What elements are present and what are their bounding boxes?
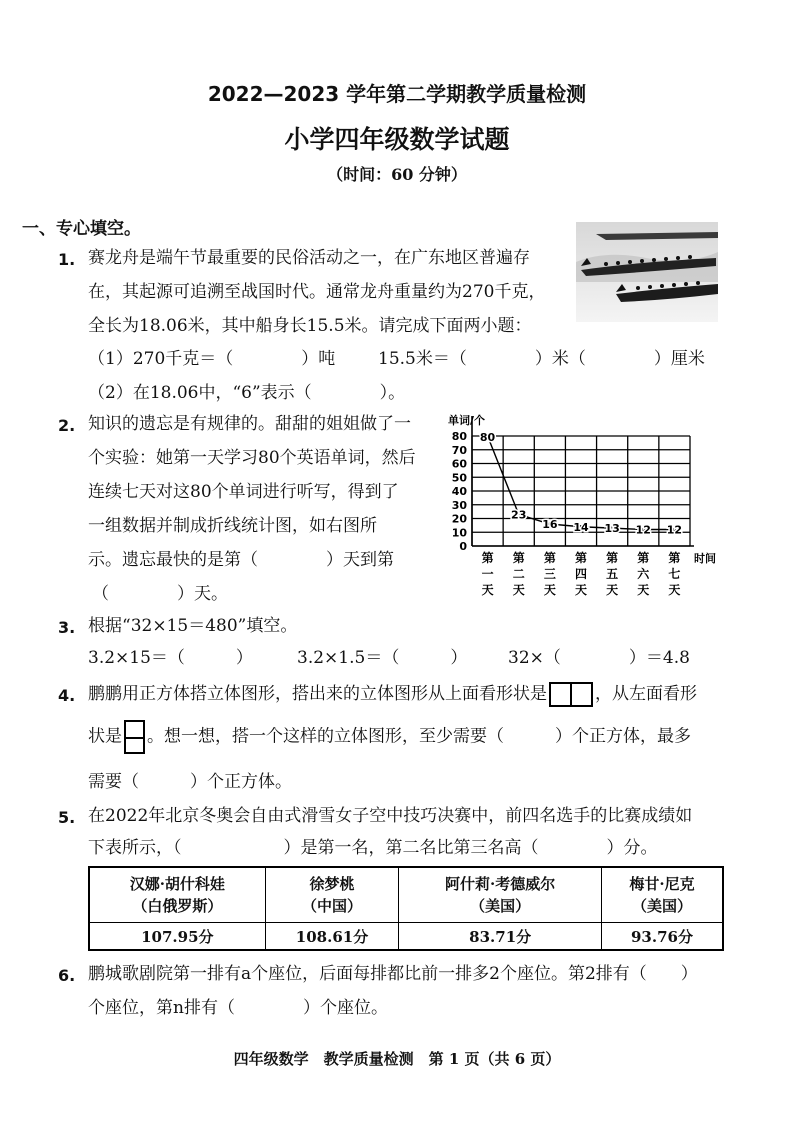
data-label: 12: [666, 523, 683, 537]
data-label: 14: [573, 520, 589, 534]
y-tick-label: 80: [451, 430, 467, 443]
x-tick-label: 第: [481, 551, 494, 565]
athlete-cell: [601, 867, 723, 923]
x-tick-label: 一: [481, 567, 494, 581]
q3-blank-a: 3.2×15＝（ ）: [88, 648, 253, 668]
q6-text-line1: 鹏城歌剧院第一排有a个座位，后面每排都比前一排多2个座位。第2排有（ ）: [88, 964, 698, 984]
data-label: 12: [635, 523, 651, 537]
athlete-cell: [265, 867, 399, 923]
page-footer: 四年级数学 教学质量检测 第 1 页（共 6 页）: [233, 1050, 561, 1068]
question-number: 2.: [58, 416, 76, 435]
section-heading: 一、专心填空。: [22, 219, 141, 239]
x-tick-label: 三: [543, 567, 556, 581]
q4-text-line2-b: 。想一想，搭一个这样的立体图形，至少需要（ ）个正方体，最多: [147, 726, 691, 747]
q2-text-line6: （ ）天。: [92, 584, 228, 604]
forgetting-line-chart: [446, 410, 722, 606]
q5-text-line2: 下表所示，（ ）是第一名，第二名比第三名高（ ）分。: [88, 838, 658, 858]
athlete-cell: [399, 867, 602, 923]
x-tick-label: 七: [668, 567, 681, 581]
data-label: 16: [542, 518, 558, 531]
question-number: 6.: [58, 966, 76, 985]
dragon-boat-photo-icon: [576, 222, 718, 322]
x-tick-label: 六: [637, 567, 650, 581]
q1-text-line1: 赛龙舟是端午节最重要的民俗活动之一，在广东地区普遍存: [88, 248, 530, 268]
q2-text-line2: 个实验：她第一天学习80个英语单词，然后: [88, 448, 416, 468]
x-tick-label: 天: [668, 583, 681, 597]
x-axis-label: 时间: [694, 552, 716, 565]
exam-subtitle: 小学四年级数学试题: [284, 125, 510, 154]
x-tick-label: 第: [543, 551, 556, 565]
y-tick-label: 50: [451, 471, 467, 485]
q3-blank-c: 32×（ ）＝4.8: [508, 648, 690, 668]
x-tick-label: 天: [543, 583, 556, 597]
y-tick-label: 10: [451, 526, 467, 540]
q4-text-line2: [88, 720, 691, 754]
score-cell: 83.71分: [399, 923, 602, 951]
x-tick-label: 第: [512, 551, 525, 565]
y-tick-label: 60: [451, 457, 467, 471]
q4-text-line3: 需要（ ）个正方体。: [88, 772, 292, 792]
q2-text-line4: 一组数据并制成折线统计图，如右图所: [88, 516, 377, 536]
x-tick-label: 天: [512, 583, 525, 597]
x-tick-label: 天: [606, 583, 619, 597]
y-axis-label: 单词/个: [448, 414, 486, 427]
athlete-country: （美国）: [470, 897, 531, 915]
question-number: 3.: [58, 618, 76, 637]
q1-part1-tons: （1）270千克＝（ ）吨: [88, 349, 336, 369]
top-view-shape: [549, 678, 593, 711]
data-label: 13: [604, 522, 620, 536]
q2-text-line3: 连续七天对这80个单词进行听写，得到了: [88, 482, 399, 502]
athlete-name: 阿什莉·考德威尔: [445, 875, 556, 893]
x-tick-label: 第: [606, 551, 619, 565]
question-number: 1.: [58, 250, 76, 269]
exam-title: 2022—2023 学年第二学期教学质量检测: [207, 82, 587, 106]
y-tick-label: 70: [451, 443, 467, 457]
x-tick-label: 第: [637, 551, 650, 565]
q1-text-line3: 全长为18.06米，其中船身长15.5米。请完成下面两小题：: [88, 316, 532, 336]
q1-part2: （2）在18.06中，“6”表示（ ）。: [88, 383, 406, 403]
score-cell: 107.95分: [89, 923, 265, 951]
q1-part1-meters: 15.5米＝（ ）米（ ）厘米: [378, 349, 705, 369]
athlete-name: 汉娜·胡什科娃: [129, 875, 225, 893]
q4-text-line2-a: 状是: [88, 726, 122, 747]
x-tick-label: 天: [481, 583, 494, 597]
q6-text-line2: 个座位，第n排有（ ）个座位。: [88, 998, 388, 1018]
scores-table: [88, 866, 724, 951]
q3-intro: 根据“32×15＝480”填空。: [88, 616, 298, 636]
y-tick-label: 40: [451, 485, 467, 498]
question-number: 5.: [58, 808, 76, 827]
question-number: 4.: [58, 686, 76, 705]
q2-text-line1: 知识的遗忘是有规律的。甜甜的姐姐做了一: [88, 414, 411, 434]
q1-text-line2: 在，其起源可追溯至战国时代。通常龙舟重量约为270千克，: [88, 282, 546, 302]
q2-text-line5: 示。遗忘最快的是第（ ）天到第: [88, 550, 394, 570]
athlete-name: 梅甘·尼克: [629, 875, 695, 893]
x-tick-label: 二: [512, 567, 525, 581]
q3-blank-b: 3.2×1.5＝（ ）: [297, 648, 468, 668]
left-view-shape: [124, 720, 145, 754]
q4-text-line1: [88, 678, 697, 711]
x-tick-label: 五: [606, 567, 619, 581]
x-tick-label: 第: [574, 551, 588, 565]
y-tick-label: 20: [451, 512, 467, 526]
q4-text-line1-a: 鹏鹏用正方体搭立体图形，搭出来的立体图形从上面看形状是: [88, 684, 547, 704]
athlete-name: 徐梦桃: [309, 875, 355, 893]
score-cell: 108.61分: [265, 923, 399, 951]
athlete-country: （美国）: [631, 897, 692, 915]
x-tick-label: 天: [637, 583, 650, 597]
data-label: 80: [479, 431, 496, 444]
score-cell: 93.76分: [601, 923, 723, 951]
q4-text-line1-b: ，从左面看形: [595, 684, 697, 704]
athlete-cell: [89, 867, 265, 923]
x-tick-label: 天: [574, 583, 588, 597]
x-tick-label: 第: [668, 551, 681, 565]
x-tick-label: 四: [574, 567, 588, 581]
athlete-country: （中国）: [302, 897, 363, 915]
q5-text-line1: 在2022年北京冬奥会自由式滑雪女子空中技巧决赛中，前四名选手的比赛成绩如: [88, 806, 693, 826]
exam-time: （时间：60 分钟）: [327, 165, 467, 184]
athlete-country: （白俄罗斯）: [132, 897, 223, 915]
y-tick-label: 0: [459, 540, 467, 553]
data-label: 23: [511, 508, 527, 522]
y-tick-label: 30: [451, 498, 467, 512]
